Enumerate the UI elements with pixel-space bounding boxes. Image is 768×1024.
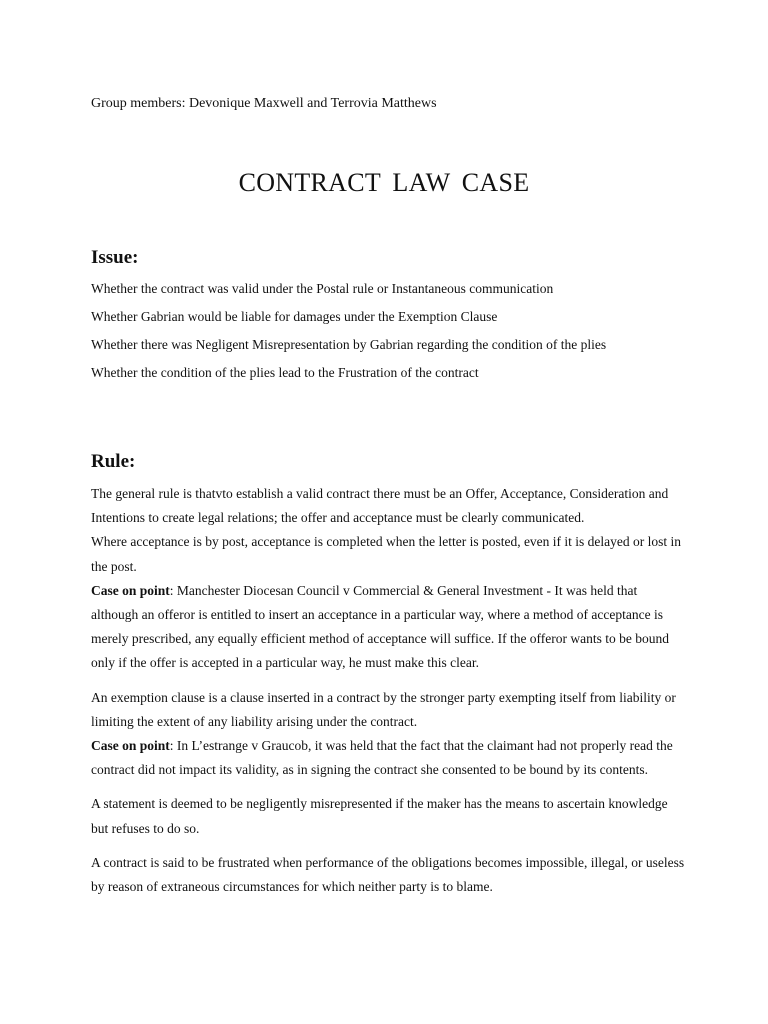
issue-item: Whether the condition of the plies lead to the Frustration of the contract [91, 365, 479, 380]
postal-rule-text: Where acceptance is by post, acceptance is completed when the letter is posted, even if it is delayed or lost in the post. [91, 534, 682, 574]
rule-paragraph-misrepresentation: A statement is deemed to be negligently misrepresented if the maker has the means to ascertain knowledge but refuses to do so. [91, 796, 668, 836]
rule-heading: Rule: [91, 451, 136, 472]
general-rule-text: The general rule is thatvto establish a valid contract there must be an Offer, Acceptance, Consideration and Intentions to create legal relations; the offer and acceptance must be clearly communicated. [91, 486, 669, 526]
case-on-point-label: Case on point [91, 582, 170, 598]
issue-item: Whether the contract was valid under the Postal rule or Instantaneous communication [91, 281, 554, 296]
issue-heading: Issue: [91, 247, 139, 268]
issue-item: Whether there was Negligent Misrepresentation by Gabrian regarding the condition of the plies [91, 337, 607, 352]
rule-paragraph-exemption-clause [91, 686, 686, 783]
group-members-line: Group members: Devonique Maxwell and Terrovia Matthews [91, 96, 437, 111]
exemption-clause-text: An exemption clause is a clause inserted in a contract by the stronger party exempting itself from liability or limiting the extent of any liability arising under the contract. [91, 689, 676, 729]
rule-paragraph-frustration: A contract is said to be frustrated when performance of the obligations becomes impossible, illegal, or useless by reason of extraneous circumstances for which neither party is to blame. [91, 854, 685, 895]
document-title: CONTRACT LAW CASE [238, 168, 530, 197]
case-on-point-1 [91, 579, 686, 676]
case-on-point-2 [91, 734, 686, 782]
rule-body [91, 482, 686, 909]
case-on-point-text: : In L’estrange v Graucob, it was held that the fact that the claimant had not properly read the contract did not impact its validity, as in signing the contract she consented to be bound by its contents. [91, 738, 673, 778]
rule-paragraph-offer-acceptance [91, 482, 686, 676]
case-on-point-label: Case on point [91, 738, 170, 754]
issue-item: Whether Gabrian would be liable for damages under the Exemption Clause [91, 309, 498, 324]
case-on-point-text: : Manchester Diocesan Council v Commercial & General Investment - It was held that although an offeror is entitled to insert an acceptance in a particular way, where a method of acceptance is merely prescribed, any equally efficient method of acceptance will suffice. If the offeror wants to be bound only if the offer is accepted in a particular way, he must make this clear. [91, 582, 670, 671]
issue-list [91, 280, 606, 392]
